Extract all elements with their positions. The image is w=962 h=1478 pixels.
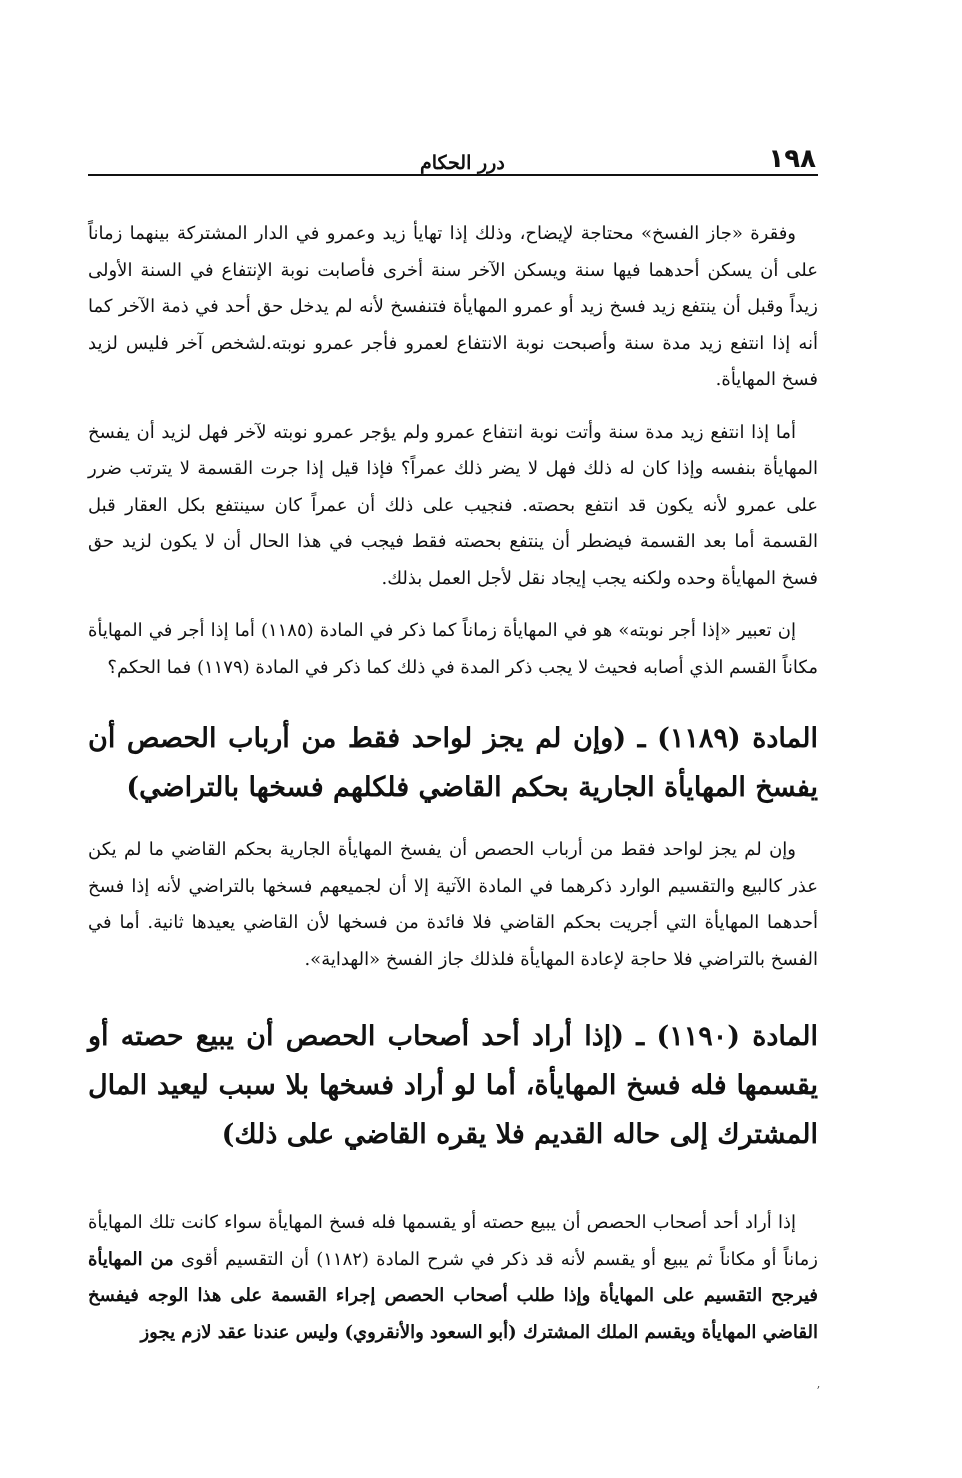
paragraph-1: وفقرة «جاز الفسخ» محتاجة لإيضاح، وذلك إذا تهايأ زيد وعمرو في الدار المشتركة بينهما زماناً على أن يسكن أحدهما فيها سنة ويسكن الآخر سنة أخرى فأصابت نوبة الإنتفاع في السنة الأولى زيداً وقبل أن ينتفع زيد فسخ زيد أو عمرو المهايأة فتنفسخ لأنه لم يدخل حق أحد في ذمة الآخر كما أنه إذا انتفع زيد مدة سنة وأصبحت نوبة الانتفاع لعمرو فأجر عمرو نوبته.لشخص آخر فليس لزيد فسخ المهايأة. xyxy=(88,223,818,390)
article-1189-body: وإن لم يجز لواحد فقط من أرباب الحصص أن يفسخ المهايأة الجارية بحكم القاضي ما لم يكن عذر كالبيع والتقسيم الوارد ذكرهما في المادة الآتية إلا أن لجميعهم فسخها بالتراضي لأنه إذا فسخ أحدهما المهايأة التي أجريت بحكم القاضي فلا فائدة من فسخها لأن القاضي يعيدها ثانية. أما في الفسخ بالتراضي فلا حاجة لإعادة المهايأة فلذلك جاز الفسخ «الهداية». xyxy=(88,839,818,970)
page-number: ١٩٨ xyxy=(768,144,816,174)
paragraph-2: أما إذا انتفع زيد مدة سنة وأتت نوبة انتفاع عمرو ولم يؤجر عمرو نوبته لآخر فهل لزيد أن يفسخ المهايأة بنفسه وإذا كان له ذلك فهل لا يضر ذلك عمراً؟ فإذا قيل إذا جرت القسمة لا يترتب ضرر على عمرو لأنه يكون قد انتفع بحصته. فنجيب على ذلك أن عمراً كان سينتفع بكل العقار قبل القسمة أما بعد القسمة فيضطر أن ينتفع بحصته فقط فيجب في هذا الحال أن لا يكون لزيد حق فسخ المهايأة وحده ولكنه يجب إيجاد نقل لأجل العمل بذلك. xyxy=(88,421,818,589)
article-1190-body-bold: من المهايأة فيرجح التقسيم على المهايأة وإذا طلب أصحاب الحصص إجراء القسمة على هذا الوجه فيفسخ القاضي المهايأة ويقسم الملك المشترك (أبو السعود والأنقروي) وليس عندنا عقد لازم يجوز xyxy=(88,1248,818,1343)
page-header xyxy=(88,140,818,176)
article-1190-body xyxy=(88,1205,818,1351)
scan-speck: ʼ xyxy=(816,1384,820,1398)
paragraph-3: إن تعبير «إذا أجر نوبته» هو في المهايأة زماناً كما ذكر في المادة (١١٨٥) أما إذا أجر في المهايأة مكاناً القسم الذي أصابه فحيث لا يجب ذكر المدة في ذلك كما ذكر في المادة (١١٧٩) فما الحكم؟ xyxy=(88,620,818,678)
running-title: درر الحكام xyxy=(420,152,505,174)
article-1189-heading: المادة (١١٨٩) ـ (وإن لم يجز لواحد فقط من أرباب الحصص أن يفسخ المهايأة الجارية بحكم القاضي فلكلهم فسخها بالتراضي) xyxy=(88,723,818,803)
article-1190-body-regular: إذا أراد أحد أصحاب الحصص أن يبيع حصته أو يقسمها فله فسخ المهايأة سواء كانت تلك المهايأة زماناً أو مكاناً ثم يبيع أو يقسم لأنه قد ذكر في شرح المادة (١١٨٢) أن التقسيم أقوى xyxy=(88,1212,818,1270)
page-body xyxy=(88,140,818,1351)
article-1190-heading: المادة (١١٩٠) ـ (إذا أراد أحد أصحاب الحصص أن يبيع حصته أو يقسمها فله فسخ المهايأة، أما لو أراد فسخها بلا سبب ليعيد المال المشترك إلى حاله القديم فلا يقره القاضي على ذلك) xyxy=(88,1021,818,1150)
